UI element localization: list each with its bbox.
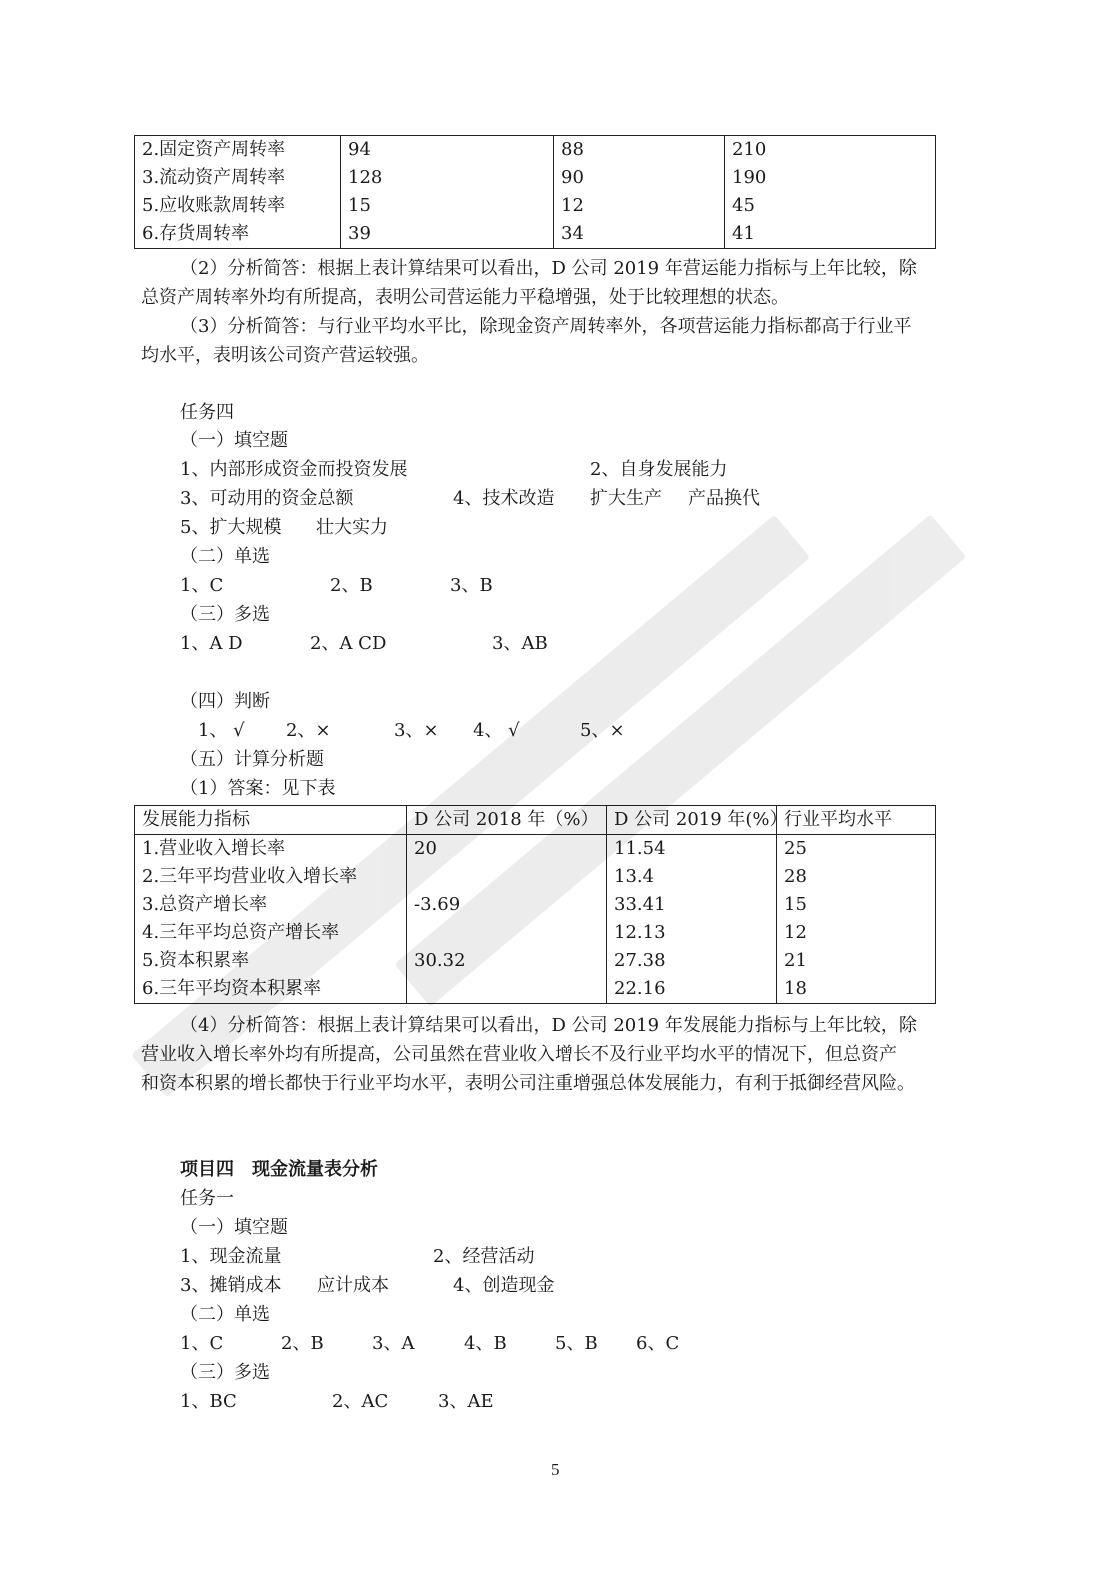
table-cell: 190 bbox=[725, 164, 936, 192]
multi-answer: 1、BC bbox=[180, 1391, 237, 1412]
table-cell: 90 bbox=[554, 164, 725, 192]
table-header-cell: 发展能力指标 bbox=[135, 806, 407, 835]
project-4-single-title: （二）单选 bbox=[180, 1304, 270, 1325]
table-cell: 3.流动资产周转率 bbox=[135, 164, 341, 192]
table-cell: 4.三年平均总资产增长率 bbox=[135, 919, 407, 947]
analysis-3-line-2: 均水平，表明该公司资产营运较强。 bbox=[141, 345, 429, 366]
single-answer: 2、B bbox=[281, 1333, 324, 1354]
answer-1-label: （1）答案：见下表 bbox=[180, 778, 336, 799]
fill-answer: 3、可动用的资金总额 bbox=[180, 488, 354, 509]
fill-answer: 应计成本 bbox=[317, 1275, 389, 1296]
task-4-calc-title: （五）计算分析题 bbox=[180, 749, 324, 770]
table-cell: 27.38 bbox=[607, 947, 777, 975]
development-ability-table bbox=[134, 805, 936, 1004]
fill-answer: 5、扩大规模 bbox=[180, 517, 282, 538]
single-answer: 3、B bbox=[450, 575, 493, 596]
table-cell: 20 bbox=[407, 835, 607, 864]
analysis-4-line-1: （4）分析简答：根据上表计算结果可以看出，D 公司 2019 年发展能力指标与上年比较，除 bbox=[180, 1015, 917, 1036]
table-cell: 1.营业收入增长率 bbox=[135, 835, 407, 864]
page-number: 5 bbox=[551, 1460, 560, 1479]
table-cell bbox=[407, 863, 607, 891]
judge-answer: 5、× bbox=[580, 720, 625, 741]
table-cell: 128 bbox=[341, 164, 554, 192]
table-cell: 5.应收账款周转率 bbox=[135, 192, 341, 220]
table-header-cell: D 公司 2018 年（%） bbox=[407, 806, 607, 835]
table-cell: 94 bbox=[341, 136, 554, 165]
table-row bbox=[135, 220, 936, 249]
analysis-4-line-2: 营业收入增长率外均有所提高，公司虽然在营业收入增长不及行业平均水平的情况下，但总资产 bbox=[141, 1044, 897, 1065]
task-4-title: 任务四 bbox=[180, 402, 234, 423]
table-cell: 2.三年平均营业收入增长率 bbox=[135, 863, 407, 891]
fill-answer: 扩大生产 bbox=[590, 488, 662, 509]
table-cell: 33.41 bbox=[607, 891, 777, 919]
table-header-cell: D 公司 2019 年(%） bbox=[607, 806, 777, 835]
single-answer: 1、C bbox=[180, 575, 224, 596]
single-answer: 6、C bbox=[636, 1333, 680, 1354]
table-header-cell: 行业平均水平 bbox=[777, 806, 936, 835]
table-row bbox=[135, 164, 936, 192]
table-cell: 12 bbox=[777, 919, 936, 947]
table-cell: 6.存货周转率 bbox=[135, 220, 341, 249]
fill-answer: 壮大实力 bbox=[316, 517, 388, 538]
single-answer: 1、C bbox=[180, 1333, 224, 1354]
table-cell: 12 bbox=[554, 192, 725, 220]
table-cell: 210 bbox=[725, 136, 936, 165]
table-cell: 11.54 bbox=[607, 835, 777, 864]
single-answer: 3、A bbox=[372, 1333, 415, 1354]
fill-answer: 4、技术改造 bbox=[453, 488, 555, 509]
table-row bbox=[135, 947, 936, 975]
operating-ability-table bbox=[134, 135, 936, 249]
fill-answer: 3、摊销成本 bbox=[180, 1275, 282, 1296]
table-cell: 30.32 bbox=[407, 947, 607, 975]
table-cell: 39 bbox=[341, 220, 554, 249]
analysis-3-line-1: （3）分析简答：与行业平均水平比，除现金资产周转率外，各项营运能力指标都高于行业平 bbox=[180, 316, 912, 337]
single-answer: 2、B bbox=[330, 575, 373, 596]
fill-answer: 2、自身发展能力 bbox=[590, 459, 728, 480]
task-4-fill-title: （一）填空题 bbox=[180, 430, 288, 451]
multi-answer: 3、AB bbox=[492, 633, 548, 654]
fill-answer: 1、内部形成资金而投资发展 bbox=[180, 459, 408, 480]
judge-answer: 4、 √ bbox=[473, 720, 520, 741]
multi-answer: 2、AC bbox=[332, 1391, 389, 1412]
judge-answer: 2、× bbox=[286, 720, 331, 741]
table-cell: 5.资本积累率 bbox=[135, 947, 407, 975]
table-cell: 28 bbox=[777, 863, 936, 891]
task-4-multi-title: （三）多选 bbox=[180, 604, 270, 625]
table-row bbox=[135, 192, 936, 220]
table-cell: 13.4 bbox=[607, 863, 777, 891]
table-row bbox=[135, 835, 936, 864]
multi-answer: 3、AE bbox=[438, 1391, 494, 1412]
multi-answer: 1、A D bbox=[180, 633, 243, 654]
table-cell: 45 bbox=[725, 192, 936, 220]
fill-answer: 4、创造现金 bbox=[453, 1275, 555, 1296]
project-4-title: 项目四 现金流量表分析 bbox=[180, 1159, 378, 1180]
table-cell: 34 bbox=[554, 220, 725, 249]
table-row bbox=[135, 891, 936, 919]
table-row bbox=[135, 919, 936, 947]
table-header-row bbox=[135, 806, 936, 835]
table-cell: 12.13 bbox=[607, 919, 777, 947]
fill-answer: 产品换代 bbox=[688, 488, 760, 509]
table-cell: 21 bbox=[777, 947, 936, 975]
table-cell: 88 bbox=[554, 136, 725, 165]
table-row bbox=[135, 975, 936, 1004]
table-cell bbox=[407, 975, 607, 1004]
fill-answer: 2、经营活动 bbox=[433, 1246, 535, 1267]
judge-answer: 1、 √ bbox=[198, 720, 245, 741]
single-answer: 5、B bbox=[555, 1333, 598, 1354]
fill-answer: 1、现金流量 bbox=[180, 1246, 282, 1267]
table-cell: 6.三年平均资本积累率 bbox=[135, 975, 407, 1004]
table-row bbox=[135, 863, 936, 891]
analysis-4-line-3: 和资本积累的增长都快于行业平均水平，表明公司注重增强总体发展能力，有利于抵御经营风险。 bbox=[141, 1073, 915, 1094]
analysis-2-line-1: （2）分析简答：根据上表计算结果可以看出，D 公司 2019 年营运能力指标与上年比较，除 bbox=[180, 258, 917, 279]
task-4-single-title: （二）单选 bbox=[180, 546, 270, 567]
single-answer: 4、B bbox=[464, 1333, 507, 1354]
table-cell: -3.69 bbox=[407, 891, 607, 919]
task-4-judge-title: （四）判断 bbox=[180, 691, 270, 712]
table-cell: 41 bbox=[725, 220, 936, 249]
multi-answer: 2、A CD bbox=[310, 633, 387, 654]
table-cell: 15 bbox=[341, 192, 554, 220]
project-4-multi-title: （三）多选 bbox=[180, 1362, 270, 1383]
table-cell: 22.16 bbox=[607, 975, 777, 1004]
project-4-fill-title: （一）填空题 bbox=[180, 1217, 288, 1238]
table-cell: 25 bbox=[777, 835, 936, 864]
table-cell: 3.总资产增长率 bbox=[135, 891, 407, 919]
table-cell: 2.固定资产周转率 bbox=[135, 136, 341, 165]
table-cell: 18 bbox=[777, 975, 936, 1004]
table-cell bbox=[407, 919, 607, 947]
project-4-task-title: 任务一 bbox=[180, 1188, 234, 1209]
table-cell: 15 bbox=[777, 891, 936, 919]
judge-answer: 3、× bbox=[394, 720, 439, 741]
table-row bbox=[135, 136, 936, 165]
analysis-2-line-2: 总资产周转率外均有所提高，表明公司营运能力平稳增强，处于比较理想的状态。 bbox=[141, 287, 789, 308]
